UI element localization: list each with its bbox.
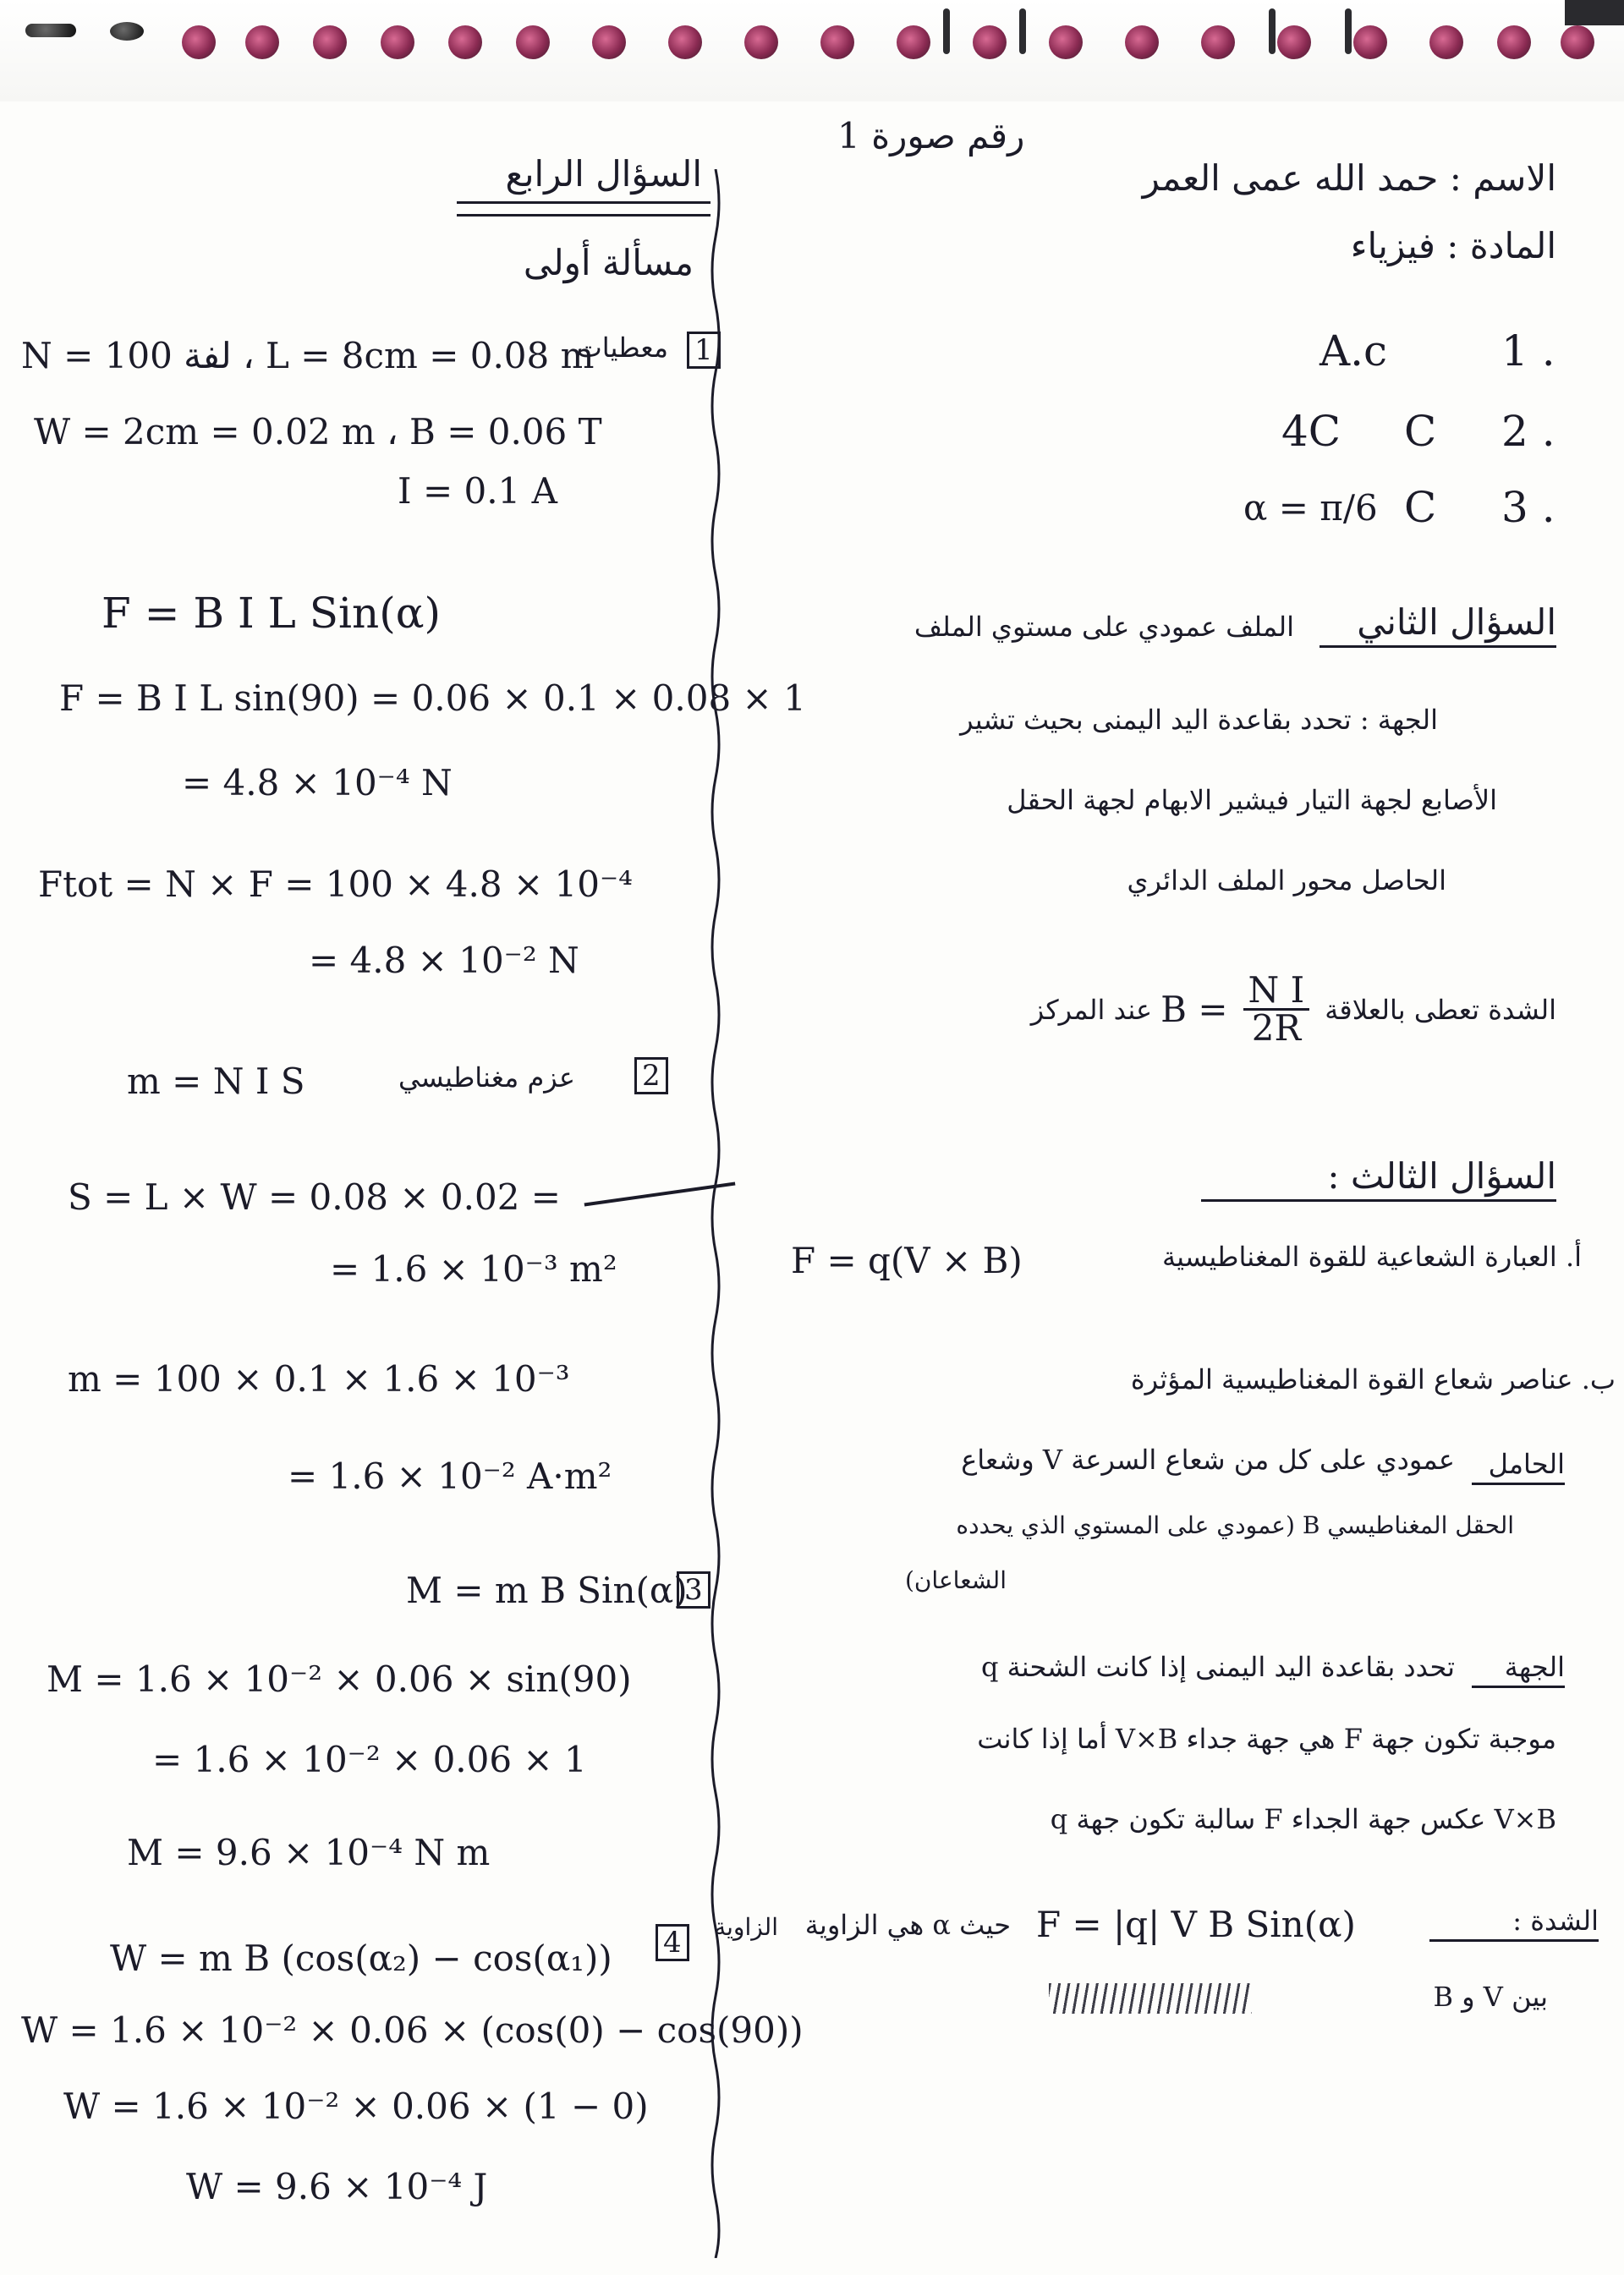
- q1-item-extra: 4C: [1281, 407, 1341, 456]
- q4-work-line: W = m B (cos(α₂) − cos(α₁)): [110, 1938, 612, 1979]
- q4-part2-formula: m = N I S: [127, 1061, 305, 1102]
- q4-calc-line: F = B I L sin(90) = 0.06 × 0.1 × 0.08 × 1: [59, 677, 806, 719]
- q2-title: السؤال الثاني: [1320, 605, 1556, 648]
- binding-ring: [943, 8, 950, 54]
- q3-title: السؤال الثالث :: [1201, 1159, 1556, 1202]
- q4-area-line: = 1.6 × 10⁻³ m²: [330, 1248, 617, 1290]
- q4-torque-line: M = 9.6 × 10⁻⁴ N m: [127, 1832, 491, 1873]
- binding-hole: [1125, 25, 1159, 59]
- q2-magnitude-text: الشدة تعطى بالعلاقة: [1325, 993, 1556, 1026]
- q4-area-line: S = L × W = 0.08 × 0.02 =: [68, 1176, 561, 1218]
- binding-hole: [668, 25, 702, 59]
- q3-direction-label: الجهة: [1472, 1653, 1565, 1688]
- q2-formula-fraction: [1243, 969, 1310, 1049]
- binding-hole: [381, 25, 414, 59]
- subject-label: المادة : فيزياء: [1350, 225, 1556, 266]
- binding-hole: [1277, 25, 1311, 59]
- q4-calc-line: F = B I L Sin(α): [102, 589, 441, 638]
- binding-hole: [1429, 25, 1463, 59]
- q4-givens-line: N = 100 لفة ، L = 8cm = 0.08 m: [21, 335, 595, 376]
- q4-givens-line: I = 0.1 A: [398, 470, 557, 512]
- fraction-numerator: N I: [1243, 973, 1310, 1011]
- q4-work-line: W = 9.6 × 10⁻⁴ J: [186, 2166, 488, 2207]
- q4-givens-label: معطيات: [576, 332, 668, 364]
- q3-direction-line: موجبة تكون جهة F هي جهة جداء V×B أما إذا كانت: [977, 1723, 1556, 1755]
- q4-givens-line: W = 2cm = 0.02 m ، B = 0.06 T: [34, 411, 602, 452]
- corner-mark: [1565, 0, 1624, 25]
- q4-work-line: W = 1.6 × 10⁻² × 0.06 × (1 − 0): [63, 2086, 649, 2127]
- crossed-out-scribble: [1049, 1983, 1252, 2014]
- binding-hole: [182, 25, 216, 59]
- q2-line: الحاصل محور الملف الدائري: [1127, 864, 1446, 896]
- q3-direction-line: تحدد بقاعدة اليد اليمنى إذا كانت الشحنة q: [980, 1651, 1455, 1683]
- binding-hole: [448, 25, 482, 59]
- q3-part-b-text: ب. عناصر شعاع القوة المغناطيسية المؤثرة: [1130, 1363, 1616, 1395]
- q4-part3-formula: M = m B Sin(α): [406, 1570, 688, 1611]
- q3-direction-line: q سالبة تكون جهة F عكس جهة الجداء V×B: [1050, 1803, 1556, 1835]
- student-name: الاسم : حمد الله عمى العمر: [1142, 157, 1556, 199]
- binding-hole: [1561, 25, 1594, 59]
- q4-part2-label: عزم مغناطيسي: [398, 1061, 575, 1094]
- photo-number: رقم صورة 1: [837, 115, 1025, 156]
- q4-moment-line: m = 100 × 0.1 × 1.6 × 10⁻³: [68, 1358, 570, 1400]
- binding-hole: [245, 25, 279, 59]
- title-double-underline: [457, 201, 710, 217]
- q2-line: الجهة : تحدد بقاعدة اليد اليمنى بحيث تشير: [960, 704, 1438, 736]
- q2-magnitude-row: [765, 969, 1556, 1049]
- q3-between: بين V و B: [1433, 1981, 1548, 2013]
- binding-ring: [1345, 8, 1352, 54]
- q4-work-line: W = 1.6 × 10⁻² × 0.06 × (cos(0) − cos(90)): [21, 2009, 804, 2051]
- q2-magnitude-suffix: عند المركز: [1030, 993, 1153, 1026]
- q3-magnitude-formula: F = |q| V B Sin(α): [1036, 1904, 1356, 1945]
- q3-magnitude-where: حيث α هي الزاوية: [804, 1909, 1011, 1941]
- q3-carrier-line: عمودي على كل من شعاع السرعة V وشعاع: [961, 1444, 1455, 1476]
- binding-hole: [744, 25, 778, 59]
- q2-formula-prefix: B =: [1160, 988, 1228, 1030]
- q3-magnitude-label: الشدة :: [1429, 1907, 1599, 1942]
- q2-intro: الملف عمودي على مستوي الملف: [914, 611, 1294, 643]
- binding-hole: [1353, 25, 1387, 59]
- q4-calc-line: Ftot = N × F = 100 × 4.8 × 10⁻⁴: [38, 863, 633, 905]
- binding-hole: [592, 25, 626, 59]
- q3-carrier-line: الشعاعان): [904, 1566, 1007, 1594]
- q4-calc-line: = 4.8 × 10⁻⁴ N: [182, 762, 453, 803]
- q1-item-number: 2 .: [1501, 407, 1555, 456]
- q4-part2-box: 2: [634, 1057, 668, 1094]
- q4-torque-line: = 1.6 × 10⁻² × 0.06 × 1: [152, 1739, 587, 1780]
- q4-part4-box: 4: [656, 1924, 689, 1961]
- q1-item-number: 3 .: [1501, 483, 1555, 532]
- column-divider: [707, 169, 724, 2258]
- q4-title: السؤال الرابع: [505, 153, 702, 195]
- q4-part4-label: الزاوية: [714, 1913, 778, 1941]
- binding-hole: [1201, 25, 1235, 59]
- binding-hole: [820, 25, 854, 59]
- binding-hole: [25, 24, 76, 37]
- binding-hole: [897, 25, 930, 59]
- q3-part-a-formula: F = q(V × B): [791, 1240, 1023, 1281]
- binding-hole: [313, 25, 347, 59]
- q4-subtitle: مسألة أولى: [523, 242, 694, 283]
- q1-item-answer: A.c: [1320, 326, 1388, 376]
- binding-ring: [1019, 8, 1026, 54]
- q1-item-answer: C: [1404, 407, 1437, 456]
- binding-hole: [516, 25, 550, 59]
- q3-carrier-label: الحامل: [1472, 1450, 1565, 1485]
- binding-hole: [110, 22, 144, 41]
- q4-moment-line: = 1.6 × 10⁻² A·m²: [288, 1455, 612, 1497]
- q1-item-number: 1 .: [1501, 326, 1555, 376]
- q3-carrier-line: الحقل المغناطيسي B (عمودي على المستوي الذي يحدده: [956, 1511, 1514, 1539]
- q4-torque-line: M = 1.6 × 10⁻² × 0.06 × sin(90): [47, 1658, 632, 1700]
- binding-hole: [973, 25, 1007, 59]
- binding-ring: [1269, 8, 1276, 54]
- spiral-binding: [0, 0, 1624, 101]
- q4-part1-box: 1: [687, 332, 721, 369]
- q1-item-extra: α = π/6: [1243, 487, 1378, 529]
- q4-part3-box: 3: [677, 1571, 710, 1609]
- q1-item-answer: C: [1404, 483, 1437, 532]
- q4-calc-line: = 4.8 × 10⁻² N: [309, 940, 579, 981]
- fraction-denominator: 2R: [1251, 1007, 1302, 1049]
- q2-line: الأصابع لجهة التيار فيشير الابهام لجهة الحقل: [1007, 784, 1497, 816]
- binding-hole: [1049, 25, 1083, 59]
- q3-part-a-text: أ. العبارة الشعاعية للقوة المغناطيسية: [1161, 1241, 1582, 1273]
- binding-hole: [1497, 25, 1531, 59]
